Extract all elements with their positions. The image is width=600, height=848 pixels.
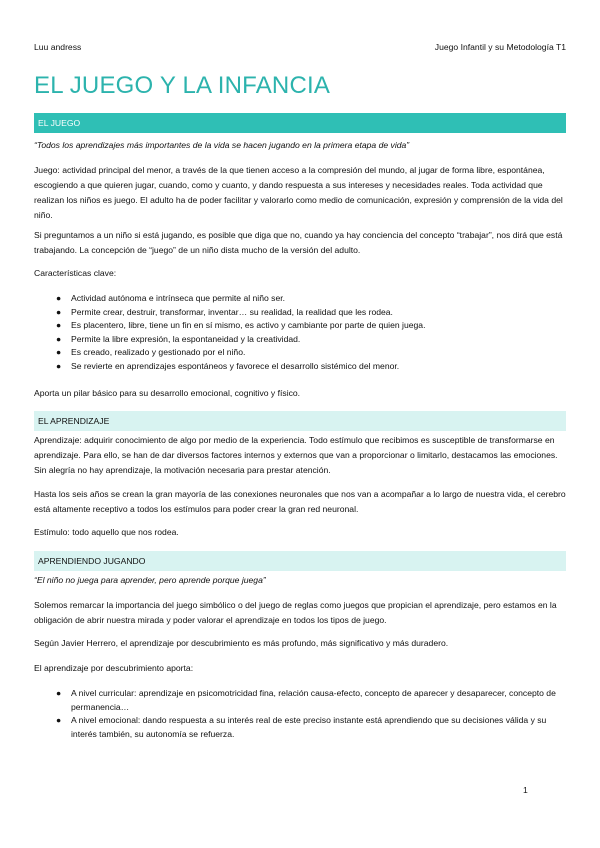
page-header xyxy=(34,42,566,52)
bullet-icon: ● xyxy=(56,293,62,303)
list-item xyxy=(34,333,566,347)
list-item-text: Es placentero, libre, tiene un fin en sí mismo, es activo y cambiante por parte de quien juega. xyxy=(71,320,426,331)
list-item-text: A nivel curricular: aprendizaje en psicomotricidad fina, relación causa-efecto, concepto de aparecer y desaparecer, concepto de permanencia… xyxy=(71,688,556,712)
descubrimiento-list xyxy=(34,687,566,741)
caracteristicas-list xyxy=(34,292,566,374)
quote-1: “Todos los aprendizajes más importantes de la vida se hacen jugando en la primera etapa de vida” xyxy=(34,140,410,150)
list-item xyxy=(34,687,566,714)
bullet-icon: ● xyxy=(56,333,62,344)
paragraph-descubrimiento-label: El aprendizaje por descubrimiento aporta: xyxy=(34,663,194,673)
section-heading-el-juego xyxy=(34,113,566,133)
list-item xyxy=(34,360,566,374)
list-item-text: Es creado, realizado y gestionado por el niño. xyxy=(71,347,246,358)
list-item xyxy=(34,346,566,360)
paragraph-juego-trabajar: Si preguntamos a un niño si está jugando, es posible que diga que no, cuando ya hay conciencia del concepto “trabajar”, nos dirá que está trabajando. La concepción de “juego” de un niño dista mucho de la versión del adulto. xyxy=(34,230,563,255)
paragraph-juego-simbolico: Solemos remarcar la importancia del juego simbólico o del juego de reglas como juegos que propician el aprendizaje, pero estamos en la obligación de abrir nuestra mirada y poder valorar el aprendizaje en todos los tipos de juego. xyxy=(34,600,557,625)
section-heading-aprendiendo-jugando xyxy=(34,551,566,571)
section-heading-el-aprendizaje xyxy=(34,411,566,431)
document-title: EL JUEGO Y LA INFANCIA xyxy=(34,72,331,99)
paragraph-juego-definition: Juego: actividad principal del menor, a través de la que tienen acceso a la compresión del mundo, al jugar de forma libre, espontánea, escogiendo a que quieren jugar, cuando, como y cuanto, y dando respuesta a sus intereses y necesidades reales. Toda actividad que realizan los niños es juego. El adulto ha de poder facilitar y valorarlo como medio de comunicación, expresión y comprensión de la vida del niño. xyxy=(34,165,563,220)
section-heading-label: EL APRENDIZAJE xyxy=(38,416,110,426)
paragraph-javier-herrero: Según Javier Herrero, el aprendizaje por descubrimiento es más profundo, más significativo y más duradero. xyxy=(34,638,449,648)
list-item xyxy=(34,714,566,741)
header-subject: Juego Infantil y su Metodología T1 xyxy=(434,42,566,52)
section-heading-label: EL JUEGO xyxy=(38,118,81,128)
list-item-text: Se revierte en aprendizajes espontáneos y favorece el desarrollo sistémico del menor. xyxy=(71,360,400,371)
list-item-text: A nivel emocional: dando respuesta a su interés real de este preciso instante está aprendiendo que su decisiones válida y su interés también, su autonomía se refuerza. xyxy=(71,715,547,739)
quote-2: “El niño no juega para aprender, pero aprende porque juega” xyxy=(34,575,266,585)
paragraph-conexiones-neuronales: Hasta los seis años se crean la gran mayoría de las conexiones neuronales que nos van a acompañar a lo largo de nuestra vida, el cerebro está altamente receptivo a todos los estímulos para poder crear la gran red neuronal. xyxy=(34,489,566,514)
list-item-text: Permite la libre expresión, la espontaneidad y la creatividad. xyxy=(71,333,301,344)
bullet-icon: ● xyxy=(56,347,62,358)
list-item-text: Actividad autónoma e intrínseca que permite al niño ser. xyxy=(71,293,286,303)
paragraph-caracteristicas-label: Características clave: xyxy=(34,268,117,278)
bullet-icon: ● xyxy=(56,715,62,726)
header-author: Luu andress xyxy=(34,42,82,52)
list-item-text: Permite crear, destruir, transformar, inventar… su realidad, la realidad que les rodea. xyxy=(71,306,393,317)
bullet-icon: ● xyxy=(56,688,62,698)
paragraph-estimulo: Estímulo: todo aquello que nos rodea. xyxy=(34,527,179,537)
list-item xyxy=(34,319,566,333)
page-number: 1 xyxy=(523,785,528,795)
list-item xyxy=(34,292,566,306)
bullet-icon: ● xyxy=(56,360,62,371)
list-item xyxy=(34,306,566,320)
paragraph-pilar-basico: Aporta un pilar básico para su desarrollo emocional, cognitivo y físico. xyxy=(34,388,301,398)
paragraph-aprendizaje-definition: Aprendizaje: adquirir conocimiento de algo por medio de la experiencia. Todo estímulo que recibimos es susceptible de transformarse en aprendizaje. Para ello, se han de dar diversos factores internos y externos que van a proporcionar o limitarlo, destacamos las emociones. Sin alegría no hay aprendizaje, la motivación necesaria para prestar atención. xyxy=(34,435,558,475)
section-heading-label: APRENDIENDO JUGANDO xyxy=(38,556,146,566)
bullet-icon: ● xyxy=(56,306,62,317)
bullet-icon: ● xyxy=(56,320,62,331)
